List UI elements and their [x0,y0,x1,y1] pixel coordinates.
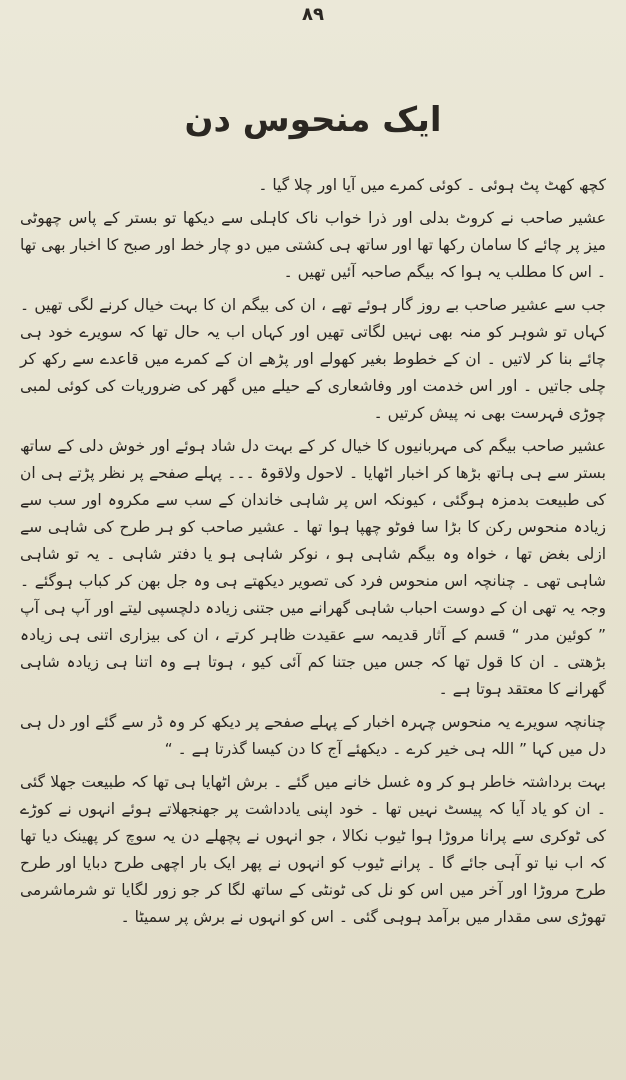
paragraph: چنانچہ سویرے یہ منحوس چہرہ اخبار کے پہلے صفحے پر دیکھ کر وہ ڈر سے گئے اور دل ہی دل میں کہا ” اللہ ہی خیر کرے ۔ دیکھئے آج کا دن کیسا گذرتا ہے ۔ “ [20,713,606,758]
paragraph: بہت برداشتہ خاطر ہو کر وہ غسل خانے میں گئے ۔ برش اٹھایا ہی تھا کہ طبیعت جھلا گئی ۔ ان کو یاد آیا کہ پیسٹ نہیں تھا ۔ خود اپنی یادداشت پر جھنجھلاتے ہوئے انہوں نے کوڑے کی ٹوکری سے پرانا مروڑا ہوا ٹیوب نکالا ، جو انہوں نے پچھلے دن یہ سوچ کر پھینک دیا تھا کہ اب نیا تو آہی جائے گا ۔ پرانے ٹیوب کو انہوں نے پھر ایک بار اچھی طرح دبایا اور طرح طرح مروڑا اور آخر میں اس کو نل کی ٹونٹی کے ساتھ لگا کر جو زور لگایا تو شرماشرمی تھوڑی سی مقدار میں برآمد ہوہی گئی ۔ اس کو انہوں نے برش پر سمیٹا ۔ [20,773,606,926]
chapter-title: ایک منحوس دن [184,100,442,140]
paragraph: عشیر صاحب بیگم کی مہربانیوں کا خیال کر کے بہت دل شاد ہوئے اور خوش دلی کے ساتھ بستر سے ہی ہاتھ بڑھا کر اخبار اٹھایا ۔ لاحول ولاقوۃ ۔۔۔ پہلے صفحے پر نظر پڑتے ہی ان کی طبیعت بدمزہ ہوگئی ، کیونکہ اس پر شاہی خاندان کے سب سے مکروہ اور سب سے زیادہ منحوس رکن کا بڑا سا فوٹو چھپا ہوا تھا ۔ عشیر صاحب کو ہر طرح کی شاہی سے ازلی بغض تھا ، خواہ وہ بیگم شاہی ہو ، نوکر شاہی ہو یا دفتر شاہی ۔ یہ تو شاہی شاہی تھی ۔ چنانچہ اس منحوس فرد کی تصویر دیکھتے ہی وہ جل بھن کر کباب ہوگئے ۔ وجہ یہ تھی ان کے دوست احباب شاہی گھرانے میں جتنی زیادہ دلچسپی لیتے اور آپ ہی آپ ” کوئین مدر “ قسم کے آثار قدیمہ سے عقیدت ظاہر کرتے ، ان کی بیزاری اتنی ہی زیادہ بڑھتی ۔ ان کا قول تھا کہ جس میں جتنا کم آئی کیو ، ہوتا ہے وہ اتنا ہی زیادہ شاہی گھرانے کا معتقد ہوتا ہے ۔ [20,437,606,698]
paragraph: کچھ کھٹ پٹ ہوئی ۔ کوئی کمرے میں آیا اور چلا گیا ۔ [258,176,606,194]
page-number: ٨٩ [302,4,324,25]
paragraph: عشیر صاحب نے کروٹ بدلی اور ذرا خواب ناک کاہلی سے دیکھا تو بستر کے پاس چھوٹی میز پر چائے کا سامان رکھا تھا اور ساتھ ہی کشتی میں دو چار خط اور صبح کا اخبار بھی تھا ۔ اس کا مطلب یہ ہوا کہ بیگم صاحبہ آئیں تھیں ۔ [20,209,606,281]
chapter-body [20,172,606,937]
paragraph: جب سے عشیر صاحب بے روز گار ہوئے تھے ، ان کی بیگم ان کا بہت خیال کرنے لگی تھیں ۔ کہاں تو شوہر کو منہ بھی نہیں لگاتی تھیں اور کہاں اب یہ حال تھا کہ سویرے خود ہی چائے بنا کر لاتیں ۔ ان کے خطوط بغیر کھولے اور پڑھے ان کے کمرے میں قاعدے سے رکھ کر چلی جاتیں ۔ اور اس خدمت اور وفاشعاری کے حیلے میں گھر کی ضروریات کی کوئی لمبی چوڑی فہرست بھی نہ پیش کرتیں ۔ [20,296,606,422]
